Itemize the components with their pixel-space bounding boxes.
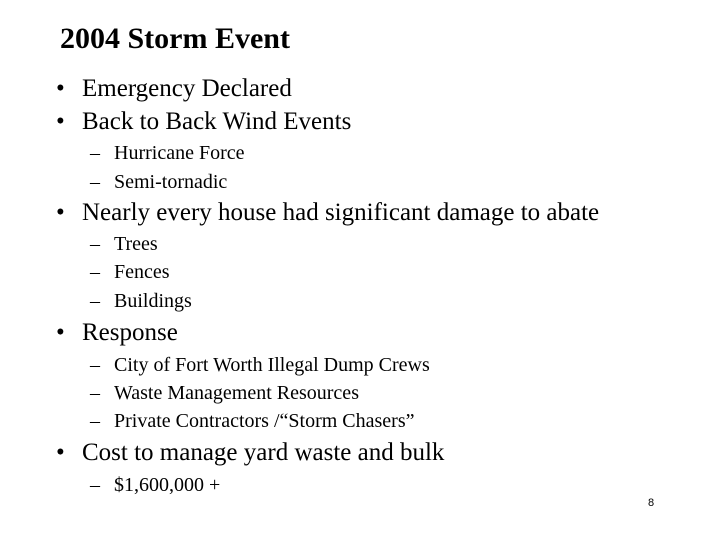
- bullet-marker: •: [56, 319, 65, 346]
- page-number: 8: [648, 497, 655, 509]
- sub-bullet-text: Waste Management Resources: [114, 382, 359, 404]
- dash-marker: –: [90, 474, 100, 496]
- dash-marker: –: [90, 171, 100, 193]
- bullet-text: Nearly every house had significant damage to abate: [82, 199, 600, 226]
- bullet-marker: •: [56, 75, 65, 102]
- sub-bullet-item: [90, 353, 430, 377]
- dash-marker: –: [90, 261, 100, 283]
- bullet-text: Emergency Declared: [82, 75, 292, 102]
- bullet-text: Back to Back Wind Events: [82, 108, 352, 135]
- dash-marker: –: [90, 354, 100, 376]
- bullet-item: [56, 318, 178, 348]
- sub-bullet-item: [90, 232, 158, 256]
- sub-bullet-text: Semi-tornadic: [114, 171, 228, 193]
- bullet-text: Cost to manage yard waste and bulk: [82, 439, 445, 466]
- sub-bullet-text: Buildings: [114, 290, 192, 312]
- sub-bullet-item: [90, 141, 245, 165]
- bullet-item: [56, 438, 444, 468]
- sub-bullet-text: $1,600,000 +: [114, 474, 221, 496]
- sub-bullet-item: [90, 381, 359, 405]
- dash-marker: –: [90, 382, 100, 404]
- sub-bullet-item: [90, 473, 220, 497]
- dash-marker: –: [90, 290, 100, 312]
- sub-bullet-item: [90, 170, 227, 194]
- bullet-text: Response: [82, 319, 178, 346]
- bullet-marker: •: [56, 108, 65, 135]
- sub-bullet-text: Hurricane Force: [114, 142, 245, 164]
- sub-bullet-item: [90, 289, 192, 313]
- bullet-item: [56, 198, 599, 228]
- dash-marker: –: [90, 233, 100, 255]
- sub-bullet-item: [90, 409, 415, 433]
- sub-bullet-item: [90, 260, 170, 284]
- bullet-item: [56, 74, 292, 104]
- sub-bullet-text: Trees: [114, 233, 158, 255]
- bullet-marker: •: [56, 439, 65, 466]
- sub-bullet-text: Fences: [114, 261, 170, 283]
- sub-bullet-text: Private Contractors /“Storm Chasers”: [114, 410, 415, 432]
- dash-marker: –: [90, 142, 100, 164]
- bullet-item: [56, 107, 351, 137]
- sub-bullet-text: City of Fort Worth Illegal Dump Crews: [114, 354, 430, 376]
- bullet-marker: •: [56, 199, 65, 226]
- dash-marker: –: [90, 410, 100, 432]
- slide-title: 2004 Storm Event: [60, 22, 290, 55]
